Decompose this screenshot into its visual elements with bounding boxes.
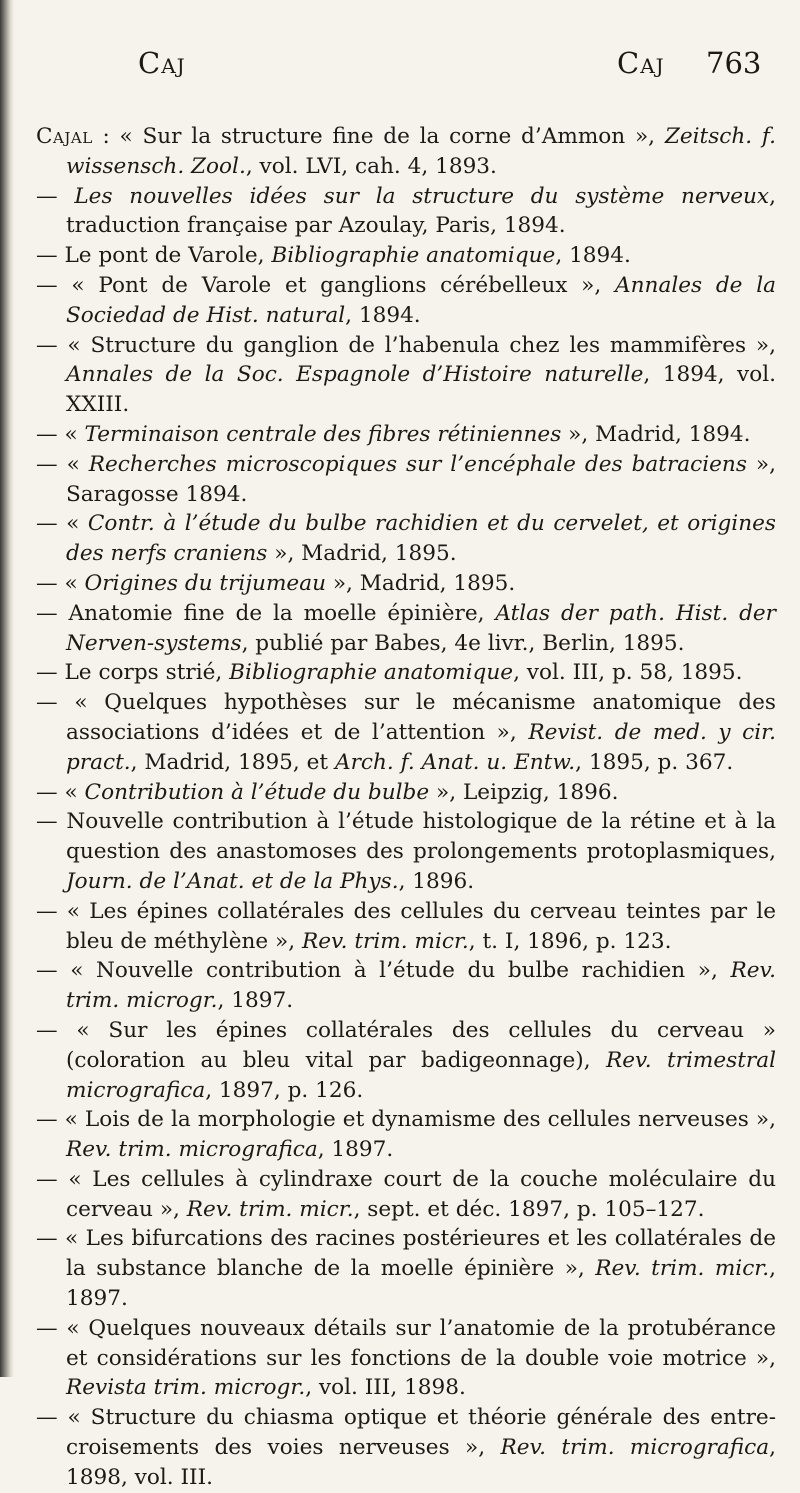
entry-text: — « Les bifurcations des racines postérieures et les collatérales de la substance blanche de la moelle épinière », [36, 1226, 776, 1282]
entry-title: Journ. de l’Anat. et de la Phys. [66, 868, 399, 894]
entry-title: Terminaison centrale des fibres rétiniennes [84, 421, 562, 447]
entry-title: Bibliographie anatomique [229, 660, 514, 686]
entry-title: Contr. à l’étude du bulbe rachidien et du cervelet, et origines des nerfs craniens [66, 511, 776, 567]
entry-text: — « Les cellules à cylindraxe court de la couche moléculaire du cerveau », [36, 1166, 776, 1222]
entry-title: Rev. trim. micrografica [500, 1435, 770, 1461]
entry-title: Origines du trijumeau [84, 570, 326, 596]
entry-author: Cajal [36, 124, 93, 149]
entry-title: Rev. trim. micr. [301, 928, 469, 954]
entry-text: — « [36, 421, 85, 447]
bibliography-entry [36, 509, 776, 569]
entry-text: , 1894. [345, 302, 421, 328]
entry-text: , 1898, vol. III. [66, 1435, 776, 1490]
entry-text: — « [36, 451, 89, 477]
entry-text: , vol. III, p. 58, 1895. [513, 660, 743, 686]
entry-title: Rev. trim. microgr. [66, 958, 776, 1014]
entry-text: — « Quelques hypothèses sur le mécanisme anatomique des associations d’idées et de l’attention », [36, 690, 776, 745]
bibliography-entry [36, 182, 776, 242]
bibliography-entry [36, 897, 776, 957]
running-head [0, 46, 800, 86]
bibliography-entry [36, 241, 776, 271]
entry-text: », Leipzig, 1896. [429, 779, 619, 805]
entry-text: — Le corps strié, [36, 660, 230, 686]
bibliography-entry [36, 658, 776, 688]
bibliography-entry [36, 569, 776, 599]
entry-text: — Le pont de Varole, [36, 243, 272, 269]
bibliography-list [36, 122, 776, 1493]
entry-text: — « Structure du chiasma optique et théorie générale des entre-croisements des voies nerveuses », [36, 1405, 776, 1461]
entry-text: , Madrid, 1895, et [130, 749, 335, 775]
entry-title: Annales de la Soc. Espagnole d’Histoire naturelle [66, 362, 644, 388]
entry-text: », Saragosse 1894. [66, 451, 776, 507]
bibliography-entry [36, 778, 776, 808]
entry-text: — « Sur les épines collatérales des cellules du cerveau » (coloration au bleu vital par badigeonnage), [36, 1017, 776, 1073]
entry-text: — Anatomie fine de la moelle épinière, [36, 600, 496, 626]
entry-title: Revist. de med. y cir. pract. [66, 719, 776, 775]
bibliography-entry [36, 420, 776, 450]
running-head-right: Caj [617, 46, 665, 80]
entry-text: , 1897. [317, 1137, 394, 1163]
bibliography-entry [36, 1105, 776, 1165]
entry-title: Contribution à l’étude du bulbe [84, 779, 430, 805]
running-head-left: Caj [138, 46, 186, 80]
bibliography-entry [36, 1165, 776, 1225]
page-binding-edge [0, 0, 14, 1377]
entry-text: , 1895, p. 367. [575, 749, 734, 775]
entry-text: , 1896. [398, 868, 475, 894]
bibliography-entry [36, 956, 776, 1016]
bibliography-entry [36, 599, 776, 659]
bibliography-entry [36, 1016, 776, 1105]
entry-title: Les nouvelles idées sur la structure du système nerveux [74, 183, 770, 209]
page-number: 763 [706, 46, 762, 80]
entry-title: Rev. trimestral micrografica [66, 1047, 776, 1103]
entry-title: Atlas der path. Hist. der Nerven-systems [66, 600, 776, 656]
entry-text: — « Pont de Varole et ganglions cérébelleux », [36, 272, 616, 298]
entry-text: — « Quelques nouveaux détails sur l’anatomie de la protubérance et considérations sur les fonctions de la double voie motrice », [36, 1315, 776, 1371]
entry-text: — Nouvelle contribution à l’étude histologique de la rétine et à la question des anastomoses des prolongements protoplasmiques, [36, 809, 776, 865]
entry-title: Annales de la Sociedad de Hist. natural [66, 272, 776, 328]
entry-text: — « [36, 570, 85, 596]
entry-text: , vol. LVI, cah. 4, 1893. [245, 153, 497, 179]
bibliography-entry [36, 331, 776, 420]
bibliography-entry [36, 450, 776, 510]
entry-title: Rev. trim. micr. [186, 1196, 354, 1222]
entry-text: — « Les épines collatérales des cellules du cerveau teintes par le bleu de méthylène », [36, 898, 776, 954]
entry-text: — [36, 183, 75, 209]
bibliography-entry [36, 1403, 776, 1492]
entry-text: , 1897. [66, 1256, 776, 1312]
entry-text: — « Lois de la morphologie et dynamisme des cellules nerveuses », [36, 1107, 776, 1133]
entry-text: , 1897. [217, 988, 294, 1014]
entry-text: — « [36, 511, 88, 537]
bibliography-entry [36, 1314, 776, 1403]
entry-title: Arch. f. Anat. u. Entw. [334, 749, 576, 775]
bibliography-entry [36, 807, 776, 896]
entry-text: , t. I, 1896, p. 123. [468, 928, 672, 954]
entry-title: Recherches microscopiques sur l’encéphale des batraciens [88, 451, 747, 477]
entry-text: , traduction française par Azoulay, Paris, 1894. [66, 183, 776, 239]
bibliography-entry [36, 271, 776, 331]
entry-text: », Madrid, 1895. [267, 541, 457, 567]
entry-text: , 1894. [555, 243, 631, 269]
entry-text: — « [36, 779, 85, 805]
entry-text: , publié par Babes, 4e livr., Berlin, 1895. [241, 630, 685, 656]
entry-title: Rev. trim. micrografica [66, 1137, 318, 1163]
entry-text: , 1897, p. 126. [205, 1077, 364, 1103]
bibliography-entry [36, 122, 776, 182]
entry-title: Bibliographie anatomique [271, 243, 556, 269]
entry-text: », Madrid, 1894. [561, 421, 751, 447]
entry-text: , 1894, vol. XXIII. [66, 362, 776, 418]
entry-text: : « Sur la structure fine de la corne d’Ammon », [92, 124, 665, 149]
entry-title: Rev. trim. micr. [595, 1256, 770, 1282]
entry-title: Revista trim. microgr. [66, 1375, 306, 1401]
entry-title: Zeitsch. f. wissensch. Zool. [66, 124, 777, 179]
bibliography-entry [36, 1224, 776, 1313]
entry-text: — « Structure du ganglion de l’habenula chez les mammifères », [36, 332, 776, 358]
entry-text: — « Nouvelle contribution à l’étude du bulbe rachidien », [36, 958, 731, 984]
entry-text: », Madrid, 1895. [325, 570, 516, 596]
entry-text: , sept. et déc. 1897, p. 105–127. [353, 1196, 705, 1222]
bibliography-entry [36, 688, 776, 777]
entry-text: , vol. III, 1898. [305, 1375, 466, 1401]
